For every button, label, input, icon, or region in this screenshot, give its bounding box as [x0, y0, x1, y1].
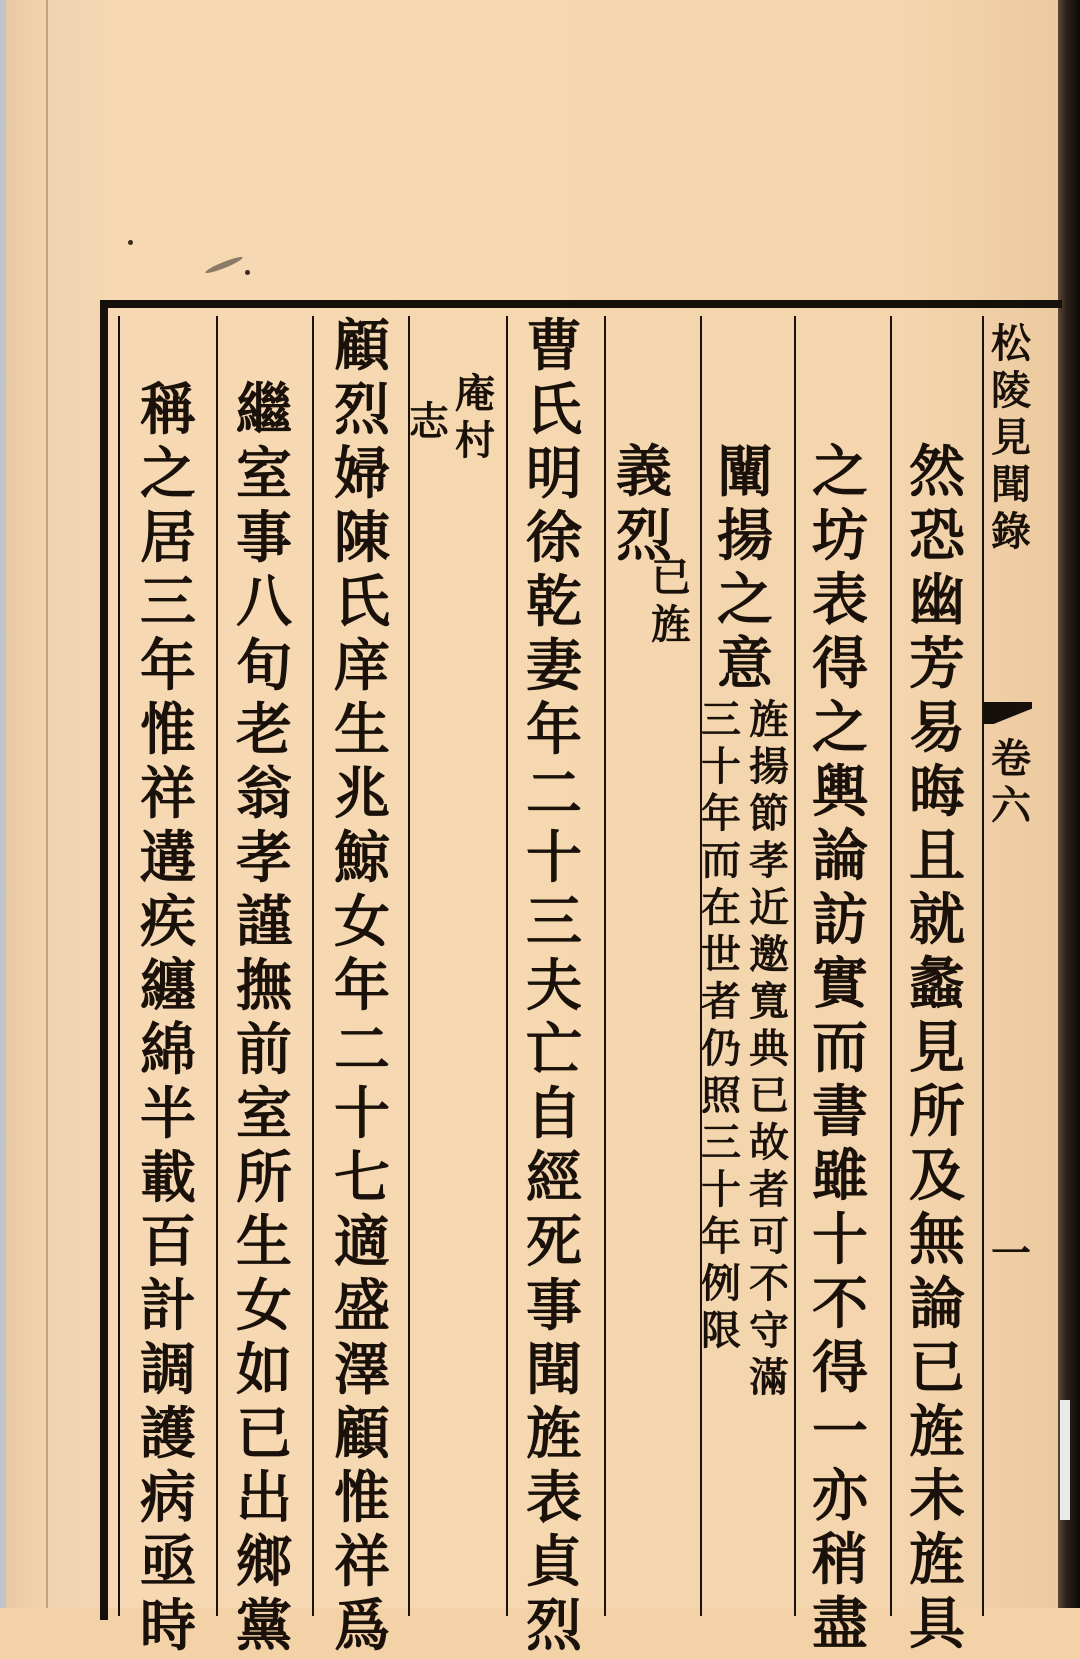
glyph: 老: [236, 697, 292, 763]
column-rule: [312, 316, 314, 1616]
glyph: 年: [701, 1213, 741, 1260]
glyph: 之: [717, 567, 773, 633]
glyph: 旬: [236, 633, 292, 699]
glyph: 計: [140, 1273, 196, 1339]
glyph: 恐: [909, 503, 965, 569]
glyph: 不: [749, 1260, 789, 1307]
glyph: 已: [749, 1072, 789, 1119]
glyph: 十: [701, 743, 741, 790]
glyph: 撫: [236, 953, 292, 1019]
glyph: 明: [526, 441, 582, 507]
vertical-text: [988, 735, 1034, 829]
vertical-text: [988, 320, 1034, 555]
column-4-main: [612, 440, 676, 568]
glyph: 守: [749, 1307, 789, 1354]
column-rule: [982, 316, 984, 1616]
vertical-text: [612, 440, 676, 568]
glyph: 書: [812, 1079, 868, 1145]
glyph: 室: [236, 1081, 292, 1147]
glyph: 七: [334, 1145, 390, 1211]
glyph: 實: [812, 951, 868, 1017]
glyph: 而: [701, 837, 741, 884]
column-rule: [216, 316, 218, 1616]
glyph: 陵: [991, 367, 1031, 414]
glyph: 旌: [526, 1401, 582, 1467]
ink-speck: [128, 240, 133, 245]
glyph: 揚: [749, 743, 789, 790]
glyph: 及: [909, 1143, 965, 1209]
glyph: 表: [526, 1465, 582, 1531]
glyph: 六: [991, 782, 1031, 829]
glyph: 不: [812, 1271, 868, 1337]
page-number: [988, 1230, 1034, 1277]
glyph: 二: [334, 1017, 390, 1083]
glyph: 生: [236, 1209, 292, 1275]
glyph: 繼: [236, 377, 292, 443]
glyph: 輿: [812, 759, 868, 825]
glyph: 十: [812, 1207, 868, 1273]
vertical-text: [522, 314, 586, 1658]
glyph: 且: [909, 823, 965, 889]
glyph: 亟: [140, 1529, 196, 1595]
glyph: 然: [909, 439, 965, 505]
glyph: 室: [236, 441, 292, 507]
vertical-text: [232, 378, 296, 1658]
glyph: 亡: [526, 1017, 582, 1083]
vertical-text: [698, 696, 744, 1354]
glyph: 年: [140, 633, 196, 699]
glyph: 盡: [812, 1591, 868, 1657]
column-3-notes: [698, 696, 792, 1401]
glyph: 稱: [140, 377, 196, 443]
glyph: 調: [140, 1337, 196, 1403]
glyph: 論: [812, 823, 868, 889]
glyph: 夫: [526, 953, 582, 1019]
column-rule: [408, 316, 410, 1616]
glyph: 寬: [749, 978, 789, 1025]
glyph: 出: [236, 1465, 292, 1531]
vertical-text: [330, 314, 394, 1658]
glyph: 惟: [334, 1465, 390, 1531]
glyph: 適: [334, 1209, 390, 1275]
glyph: 聞: [526, 1337, 582, 1403]
glyph: 女: [236, 1273, 292, 1339]
glyph: 陳: [334, 505, 390, 571]
glyph: 氏: [526, 377, 582, 443]
column-4-note: [648, 554, 694, 648]
text-column-1: [897, 439, 977, 1657]
glyph: 十: [334, 1081, 390, 1147]
vertical-text: [808, 440, 872, 1656]
glyph: 仍: [701, 1025, 741, 1072]
glyph: 顧: [334, 313, 390, 379]
glyph: 得: [812, 1335, 868, 1401]
glyph: 而: [812, 1015, 868, 1081]
glyph: 易: [909, 695, 965, 761]
glyph: 綿: [140, 1017, 196, 1083]
glyph: 雖: [812, 1143, 868, 1209]
glyph: 幽: [909, 567, 965, 633]
glyph: 兆: [334, 761, 390, 827]
glyph: 之: [812, 695, 868, 761]
glyph: 黨: [236, 1593, 292, 1659]
vertical-text: [452, 370, 498, 464]
glyph: 已: [909, 1335, 965, 1401]
glyph: 病: [140, 1465, 196, 1531]
glyph: 滿: [749, 1354, 789, 1401]
column-rule: [794, 316, 796, 1616]
glyph: 如: [236, 1337, 292, 1403]
glyph: 三: [140, 569, 196, 635]
vertical-text: [136, 378, 200, 1658]
glyph: 表: [812, 567, 868, 633]
glyph: 闡: [717, 439, 773, 505]
glyph: 鯨: [334, 825, 390, 891]
glyph: 生: [334, 697, 390, 763]
glyph: 旌: [651, 601, 691, 648]
note-left: [406, 398, 452, 464]
glyph: 限: [701, 1307, 741, 1354]
glyph: 之: [140, 441, 196, 507]
glyph: 自: [526, 1081, 582, 1147]
column-6-notes: [406, 370, 498, 464]
glyph: 所: [909, 1079, 965, 1145]
text-column-6: [409, 370, 495, 1608]
glyph: 孝: [236, 825, 292, 891]
glyph: 女: [334, 889, 390, 955]
glyph: 庵: [455, 370, 495, 417]
glyph: 庠: [334, 633, 390, 699]
glyph: 義: [616, 439, 672, 505]
glyph: 芳: [909, 631, 965, 697]
glyph: 顧: [334, 1401, 390, 1467]
glyph: 疾: [140, 889, 196, 955]
glyph: 晦: [909, 759, 965, 825]
glyph: 村: [455, 417, 495, 464]
glyph: 無: [909, 1207, 965, 1273]
glyph: 坊: [812, 503, 868, 569]
column-rule: [604, 316, 606, 1616]
glyph: 三: [701, 696, 741, 743]
glyph: 者: [701, 978, 741, 1025]
glyph: 所: [236, 1145, 292, 1211]
glyph: 乾: [526, 569, 582, 635]
glyph: 一: [991, 1230, 1031, 1277]
glyph: 死: [526, 1209, 582, 1275]
glyph: 十: [526, 825, 582, 891]
glyph: 旌: [909, 1399, 965, 1465]
vertical-text: [648, 554, 694, 648]
glyph: 蠡: [909, 951, 965, 1017]
glyph: 十: [701, 1166, 741, 1213]
glyph: 見: [909, 1015, 965, 1081]
glyph: 翁: [236, 761, 292, 827]
text-column-2: [800, 439, 880, 1657]
glyph: 邀: [749, 931, 789, 978]
glyph: 八: [236, 569, 292, 635]
previous-page-edge: [6, 0, 48, 1608]
glyph: 可: [749, 1213, 789, 1260]
glyph: 孝: [749, 837, 789, 884]
glyph: 照: [701, 1072, 741, 1119]
glyph: 祥: [140, 761, 196, 827]
glyph: 典: [749, 1025, 789, 1072]
glyph: 錄: [991, 508, 1031, 555]
glyph: 纏: [140, 953, 196, 1019]
glyph: 在: [701, 884, 741, 931]
glyph: 謹: [236, 889, 292, 955]
glyph: 見: [991, 414, 1031, 461]
glyph: 旌: [909, 1527, 965, 1593]
glyph: 稍: [812, 1527, 868, 1593]
glyph: 論: [909, 1271, 965, 1337]
glyph: 祥: [334, 1529, 390, 1595]
glyph: 年: [334, 953, 390, 1019]
text-column-8: [224, 377, 304, 1659]
glyph: 卷: [991, 735, 1031, 782]
text-column-9: [128, 377, 208, 1659]
glyph: 者: [749, 1166, 789, 1213]
glyph: 澤: [334, 1337, 390, 1403]
glyph: 烈: [526, 1593, 582, 1659]
glyph: 志: [409, 398, 449, 445]
glyph: 事: [236, 505, 292, 571]
ink-speck: [245, 270, 250, 275]
glyph: 之: [812, 439, 868, 505]
glyph: 一: [812, 1399, 868, 1465]
note-right: [746, 696, 792, 1401]
glyph: 已: [236, 1401, 292, 1467]
vertical-text: [406, 398, 452, 445]
glyph: 二: [526, 761, 582, 827]
text-column-7: [322, 313, 402, 1659]
book-title: [988, 320, 1034, 555]
glyph: 三: [701, 1119, 741, 1166]
glyph: 節: [749, 790, 789, 837]
glyph: 居: [140, 505, 196, 571]
glyph: 護: [140, 1401, 196, 1467]
glyph: 三: [526, 889, 582, 955]
glyph: 近: [749, 884, 789, 931]
glyph: 遘: [140, 825, 196, 891]
vertical-text: [746, 696, 792, 1401]
text-column-4: [612, 440, 692, 1608]
glyph: 未: [909, 1463, 965, 1529]
running-header: [988, 320, 1034, 555]
glyph: 經: [526, 1145, 582, 1211]
vertical-text: [905, 440, 969, 1656]
glyph: 年: [701, 790, 741, 837]
glyph: 婦: [334, 441, 390, 507]
glyph: 徐: [526, 505, 582, 571]
glyph: 烈: [334, 377, 390, 443]
glyph: 聞: [991, 461, 1031, 508]
frame-inner-line: [118, 316, 120, 1616]
glyph: 亦: [812, 1463, 868, 1529]
volume-label: [988, 735, 1034, 829]
glyph: 曹: [526, 313, 582, 379]
glyph: 松: [991, 320, 1031, 367]
glyph: 意: [717, 631, 773, 697]
glyph: 得: [812, 631, 868, 697]
text-column-3: [701, 439, 789, 1608]
vertical-text: [713, 440, 777, 696]
glyph: 百: [140, 1209, 196, 1275]
glyph: 鄉: [236, 1529, 292, 1595]
glyph: 訪: [812, 887, 868, 953]
column-3-main: [713, 440, 777, 696]
note-right: [452, 370, 498, 464]
glyph: 妻: [526, 633, 582, 699]
glyph: 時: [140, 1593, 196, 1659]
vertical-text: [988, 1230, 1034, 1277]
glyph: 爲: [334, 1593, 390, 1659]
glyph: 前: [236, 1017, 292, 1083]
glyph: 世: [701, 931, 741, 978]
glyph: 半: [140, 1081, 196, 1147]
glyph: 揚: [717, 503, 773, 569]
glyph: 具: [909, 1591, 965, 1657]
glyph: 年: [526, 697, 582, 763]
glyph: 載: [140, 1145, 196, 1211]
glyph: 事: [526, 1273, 582, 1339]
column-rule: [506, 316, 508, 1616]
column-rule: [890, 316, 892, 1616]
glyph: 惟: [140, 697, 196, 763]
glyph: 故: [749, 1119, 789, 1166]
glyph: 烈: [616, 503, 672, 569]
glyph: 盛: [334, 1273, 390, 1339]
note-left: [698, 696, 744, 1401]
glyph: 旌: [749, 696, 789, 743]
text-column-5: [514, 313, 594, 1659]
glyph: 已: [651, 554, 691, 601]
glyph: 貞: [526, 1529, 582, 1595]
glyph: 就: [909, 887, 965, 953]
glyph: 例: [701, 1260, 741, 1307]
glyph: 氏: [334, 569, 390, 635]
